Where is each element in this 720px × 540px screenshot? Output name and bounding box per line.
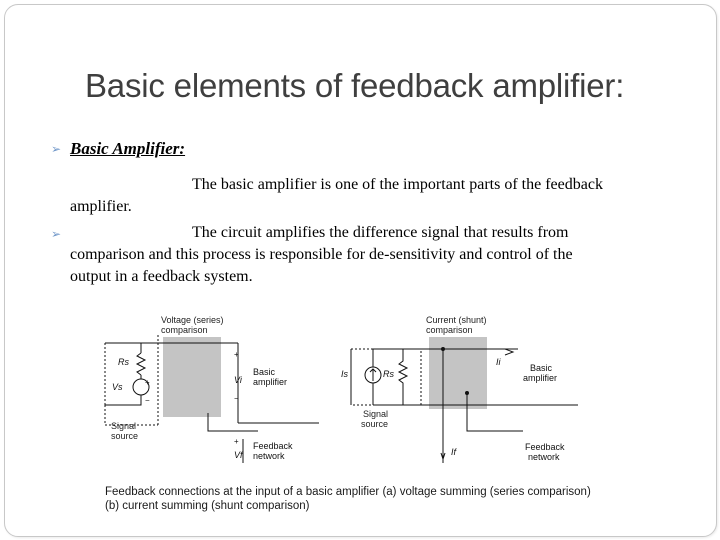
left-basic-amplifier-line-2: amplifier [253,377,288,387]
left-title-line-1: Voltage (series) [161,315,224,325]
paragraph-1-line-2: amplifier. [70,198,132,215]
right-basic-amplifier-line-1: Basic [530,363,553,373]
left-vs-plus: + [145,378,150,387]
left-signal-source-line-1: Signal [111,421,137,431]
section-heading: Basic Amplifier: [70,139,186,158]
left-rs-resistor [137,353,145,375]
right-rs-label: Rs [383,369,394,379]
right-signal-source-line-1: Signal [363,409,389,419]
voltage-series-comparison-circuit [105,315,319,463]
current-shunt-comparison-circuit [341,315,578,463]
paragraph-2 [70,222,670,288]
right-is-label: Is [341,369,349,379]
right-comparison-shading [429,337,487,409]
left-feedback-network-line-2: network [253,451,285,461]
slide-frame [4,4,717,537]
slide-title: Basic elements of feedback amplifier: [85,67,625,104]
left-comparison-shading [163,337,221,417]
left-vi-label: Vi [234,375,242,385]
left-vs-label: Vs [112,382,123,392]
left-vf-label: Vf [234,450,243,460]
left-vi-minus: − [234,394,239,403]
bullet-arrow-icon: ➢ [51,227,62,241]
feedback-connection-diagram [103,313,663,473]
left-rs-label: Rs [118,357,129,367]
paragraph-1 [70,174,670,218]
left-vf-plus: + [234,437,239,446]
paragraph-2-line-1: The circuit amplifies the difference signal that results from [192,224,569,241]
paragraph-2-line-2: comparison and this process is responsible for de-sensitivity and control of the [70,246,573,263]
paragraph-1-line-1: The basic amplifier is one of the important parts of the feedback [192,176,603,193]
right-basic-amplifier-line-2: amplifier [523,373,558,383]
right-ii-arrow-icon [505,349,513,355]
right-title-line-2: comparison [426,325,473,335]
left-source-top-wire [105,343,141,353]
figure-caption-line-1: Feedback connections at the input of a basic amplifier (a) voltage summing (series comparison) [105,486,591,498]
right-if-label: If [451,447,457,457]
left-basic-amplifier-line-1: Basic [253,367,276,377]
bullet-arrow-icon: ➢ [51,142,62,156]
right-title-line-1: Current (shunt) [426,315,487,325]
right-feedback-network-line-2: network [528,452,560,462]
right-feedback-network-line-1: Feedback [525,442,565,452]
paragraph-2-line-3: output in a feedback system. [70,268,253,285]
left-feedback-network-line-1: Feedback [253,441,293,451]
left-vs-minus: − [145,396,150,405]
right-rs-resistor [399,349,407,405]
figure-caption-line-2: (b) current summing (shunt comparison) [105,500,310,512]
left-vi-plus: + [234,350,239,359]
right-signal-source-line-2: source [361,419,389,429]
left-signal-source-line-2: source [111,431,139,441]
right-ii-label: Ii [496,357,501,367]
left-title-line-2: comparison [161,325,208,335]
